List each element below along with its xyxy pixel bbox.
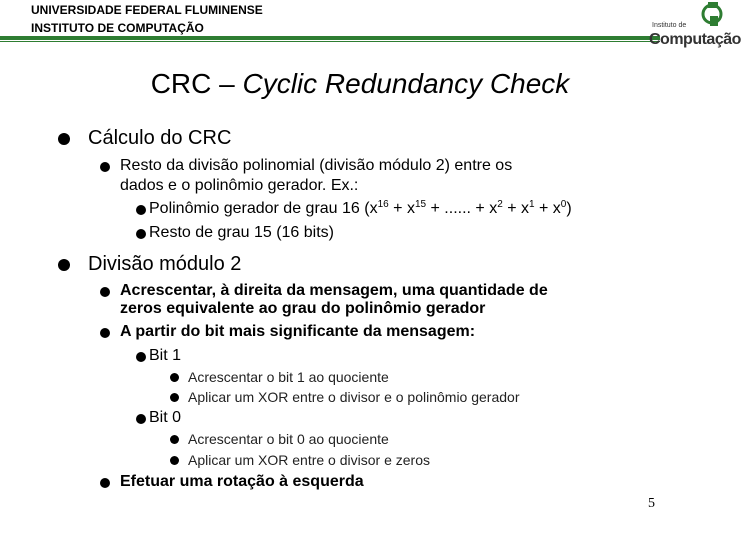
bullet-resto-line2: dados e o polinômio gerador. Ex.: [120,177,359,194]
logo-small-text: Instituto de [652,22,687,29]
bullet-divisao-label: Divisão módulo 2 [88,253,242,275]
slide-header [0,0,741,52]
header-divider [0,36,660,40]
title-prefix: CRC – [150,68,243,99]
bullet-dot-icon [100,287,110,297]
bullet-dot-icon [58,133,70,145]
bullet-a-partir-text: A partir do bit mais significante da mensagem: [120,323,476,340]
bullet-dot-icon [100,328,110,338]
bullet-calculo-label: Cálculo do CRC [88,127,232,149]
bullet-acrescentar-line1: Acrescentar, à direita da mensagem, uma quantidade de [120,282,548,299]
bullet-dot-icon [170,435,179,444]
bullet-dot-icon [136,414,146,424]
bullet-bit1-a-text: Acrescentar o bit 1 ao quociente [188,369,389,385]
bullet-resto-grau-text: Resto de grau 15 (16 bits) [149,224,334,241]
bullet-acrescentar-line2: zeros equivalente ao grau do polinômio gerador [120,300,486,317]
bullet-dot-icon [58,259,70,271]
bullet-bit0-a-text: Acrescentar o bit 0 ao quociente [188,431,389,447]
bullet-dot-icon [136,352,146,362]
bullet-dot-icon [136,205,146,215]
institute-name: INSTITUTO DE COMPUTAÇÃO [31,21,204,35]
institute-logo [648,0,741,50]
bullet-bit0-b-text: Aplicar um XOR entre o divisor e zeros [188,452,430,468]
logo-mark-icon [688,0,720,28]
bullet-dot-icon [170,393,179,402]
slide-title [0,68,720,100]
bullet-resto-line1: Resto da divisão polinomial (divisão módulo 2) entre os [120,157,513,174]
bullet-dot-icon [170,456,179,465]
page-number: 5 [648,496,655,511]
bullet-dot-icon [170,373,179,382]
university-name: UNIVERSIDADE FEDERAL FLUMINENSE [31,3,263,17]
logo-big-text: Computação [649,31,741,48]
bullet-bit1-b-text: Aplicar um XOR entre o divisor e o polinômio gerador [188,389,520,405]
bullet-polinomio-text: Polinômio gerador de grau 16 ($x^{16} + x^{15}$ + ...... + $x^2 + x^1 + x^0$) [149,199,572,217]
bullet-dot-icon [136,229,146,239]
bullet-dot-icon [100,162,110,172]
bullet-rotacao-text: Efetuar uma rotação à esquerda [120,473,364,490]
bullet-dot-icon [100,478,110,488]
title-italic: Cyclic Redundancy Check [242,68,570,99]
header-divider-thin [0,41,660,42]
bullet-bit0-text: Bit 0 [149,409,182,426]
bullet-bit1-text: Bit 1 [149,347,182,364]
